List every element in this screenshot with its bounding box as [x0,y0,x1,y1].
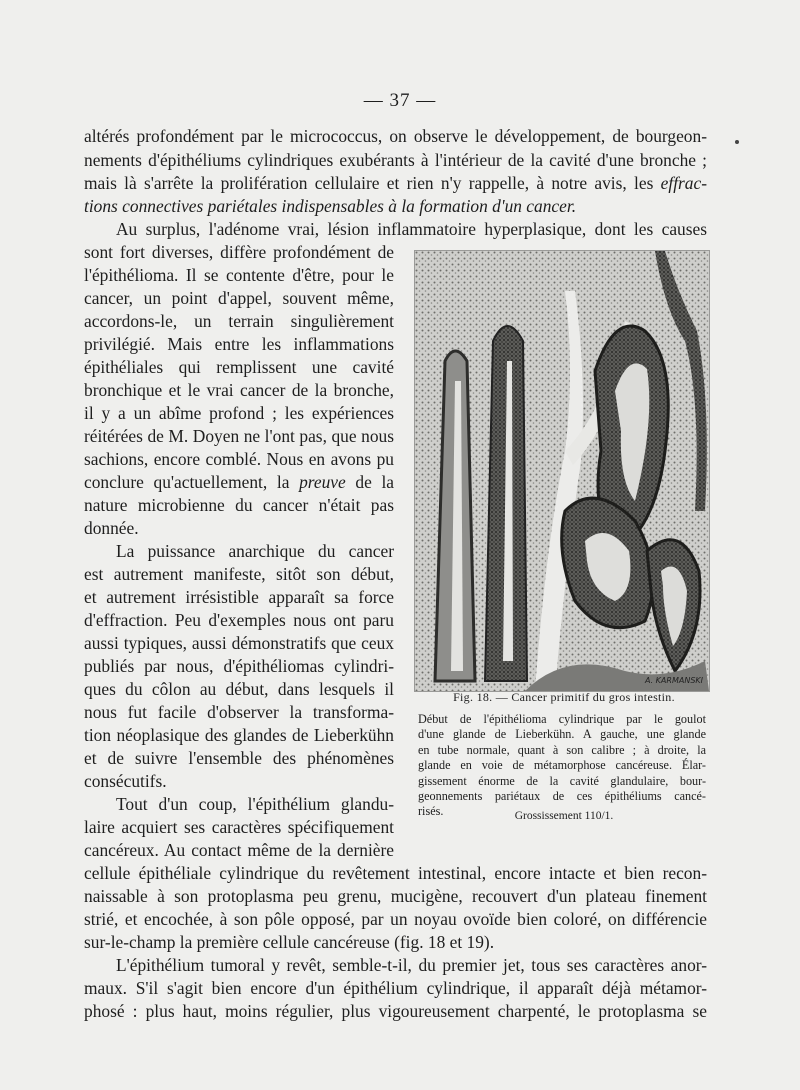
text-line: cellule épithéliale cylindrique du revêtement intestinal, encore intacte et bien recon- [84,863,707,883]
text-line: est autrement manifeste, sitôt son début, [84,564,394,584]
text-line: sur-le-champ la première cellule cancéreuse (fig. 18 et 19). [84,932,495,952]
text-line: et de suivre l'ensemble des phénomènes [84,748,394,768]
caption-line: glande en voie de métamorphose cancéreuse. Élar- [418,758,706,773]
text-line: donnée. [84,518,139,538]
figure-caption [418,712,706,820]
text-line: nature microbienne du cancer n'était pas [84,495,394,515]
text-line: altérés profondément par le micrococcus, on observe le développement, de bourgeon- [84,126,707,146]
text-line: L'épithélium tumoral y revêt, semble-t-il, du premier jet, tous ses caractères anor- [116,955,707,975]
caption-line: geonnements pariétaux de ces épithéliums cancé- [418,789,706,804]
text-line [84,172,707,195]
text-line: Tout d'un coup, l'épithélium glandu- [116,794,394,814]
text-line: consécutifs. [84,771,167,791]
text-line [84,471,394,494]
italic-word: preuve [299,472,346,492]
text-line: il y a un abîme profond ; les expériences [84,403,394,423]
figure-title: Fig. 18. — Cancer primitif du gros intestin. [453,690,675,704]
text-line: d'effraction. Peu d'exemples nous ont paru [84,610,394,630]
engraver-signature: A. KARMANSKI [644,676,703,685]
text-line: Au surplus, l'adénome vrai, lésion inflammatoire hyperplasique, dont les causes [116,219,707,239]
margin-speck [735,140,739,144]
text-line: laire acquiert ses caractères spécifiquement [84,817,394,837]
histology-figure [414,250,710,692]
text-span: mais là s'arrête la prolifération cellulaire et rien n'y rappelle, à notre avis, les [84,173,654,193]
text-line: La puissance anarchique du cancer [116,541,394,561]
text-line: naissable à son protoplasma peu grenu, mucigène, recouvert d'un plateau finement [84,886,707,906]
text-line [84,195,707,218]
text-line: sachions, encore comblé. Nous en avons pu [84,449,394,469]
text-line: cancéreux. Au contact même de la dernière [84,840,394,860]
text-line: accordons-le, un terrain singulièrement [84,311,394,331]
text-line: nements d'épithéliums cylindriques exubérants à l'intérieur de la cavité d'une bronche ; [84,150,707,170]
text-line: épithéliales qui remplissent une cavité [84,357,394,377]
text-span: de la [355,472,395,492]
text-line: strié, et encochée, à son pôle opposé, par un noyau ovoïde bien coloré, on différencie [84,909,707,929]
text-line: tion néoplasique des glandes de Lieberkühn [84,725,394,745]
text-line: publiés par nous, d'épithéliomas cylindri- [84,656,394,676]
figure-magnification: Grossissement 110/1. [514,810,614,822]
text-line: bronchique et le vrai cancer de la bronche, [84,380,394,400]
italic-word: effrac- [660,173,707,193]
text-line: privilégié. Mais entre les inflammations [84,334,394,354]
caption-line: d'une glande de Lieberkühn. A gauche, une glande [418,727,706,742]
text-line: et autrement irrésistible apparaît sa force [84,587,394,607]
text-line: cancer, un point d'appel, souvent même, [84,288,394,308]
histology-illustration [415,251,709,691]
text-line: l'épithélioma. Il se contente d'être, pour le [84,265,394,285]
caption-line: en tube normale, quant à son calibre ; à droite, la [418,742,706,757]
italic-phrase: tions connectives pariétales indispensables à la formation d'un cancer. [84,196,577,216]
text-span: conclure qu'actuellement, la [84,472,290,492]
text-line: phosé : plus haut, moins régulier, plus vigoureusement charpenté, le protoplasma se [84,1001,707,1021]
text-line: ques du côlon au début, dans lesquels il [84,679,394,699]
text-line: sont fort diverses, diffère profondément de [84,242,394,262]
caption-line: Début de l'épithélioma cylindrique par le goulot [418,712,706,726]
text-line: nous fut facile d'observer la transforma- [84,702,394,722]
page-number: — 37 — [363,90,437,111]
caption-line: gissement énorme de la cavité glandulaire, bour- [418,773,706,788]
text-line: réitérées de M. Doyen ne l'ont pas, que nous [84,426,394,446]
text-line: aussi typiques, aussi démonstratifs que ceux [84,633,394,653]
caption-line: risés. [418,804,444,819]
text-line: maux. S'il s'agit bien encore d'un épithélium cylindrique, il apparaît déjà métamor- [84,978,707,998]
